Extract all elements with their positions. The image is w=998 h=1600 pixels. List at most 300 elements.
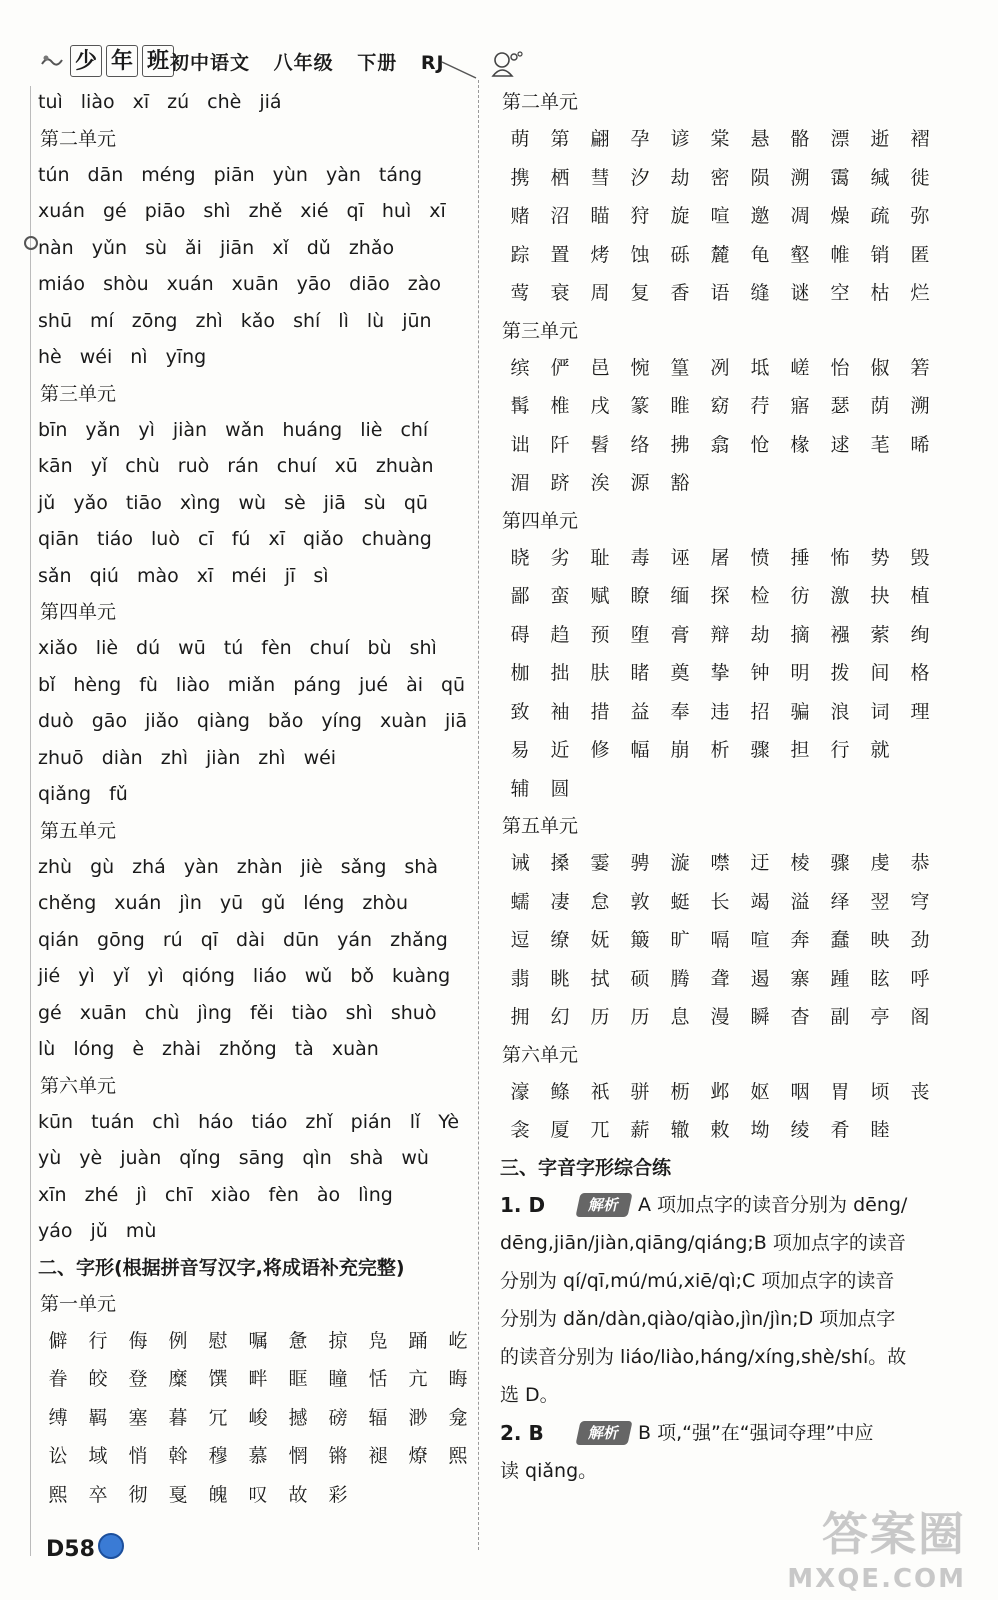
- hanzi: 湄: [510, 472, 530, 494]
- hanzi: 缤: [510, 356, 530, 379]
- left-pinyin-sections: [38, 121, 468, 1250]
- pinyin: bǎo: [267, 710, 304, 732]
- hanzi: 辐: [368, 1406, 388, 1429]
- pinyin: zhòu: [362, 892, 409, 914]
- watermark-en: MXQE.COM: [787, 1564, 966, 1594]
- hanzi: 拭: [590, 967, 610, 990]
- hanzi: 幻: [550, 1006, 570, 1028]
- pinyin: tú: [223, 637, 244, 659]
- pinyin: bù: [367, 637, 392, 659]
- page-header: [0, 0, 998, 80]
- pinyin: bǒ: [350, 965, 375, 987]
- pinyin: lù: [38, 1038, 56, 1060]
- hanzi: 浪: [830, 700, 850, 723]
- wave-icon: [40, 54, 66, 68]
- pinyin: jiá: [259, 91, 282, 113]
- hanzi: 疏: [870, 205, 890, 227]
- hanzi: 逝: [870, 128, 890, 150]
- page-number: [46, 1533, 124, 1562]
- hanzi: 狩: [630, 205, 650, 227]
- part3-title: 三、字音字形综合练: [500, 1156, 672, 1179]
- pinyin: xuán: [38, 200, 85, 222]
- edition-label: RJ: [420, 52, 445, 74]
- hanzi: 周: [590, 282, 610, 304]
- hanzi: 棠: [710, 128, 730, 150]
- pinyin: ǎi: [185, 236, 202, 259]
- logo-char-3: 班: [142, 45, 174, 77]
- hanzi: 长: [710, 890, 730, 913]
- hanzi: 骼: [790, 128, 810, 150]
- pinyin: zhù: [38, 855, 73, 878]
- pinyin: yǐ: [90, 455, 108, 477]
- book-info: [170, 48, 461, 75]
- hanzi-row: [500, 236, 940, 275]
- pinyin: jiā: [323, 491, 346, 514]
- hanzi: 骈: [630, 1080, 650, 1103]
- pinyin: ruò: [177, 455, 210, 477]
- pinyin: diàn: [101, 746, 143, 769]
- pinyin: zhì: [258, 746, 286, 769]
- pinyin: qiú: [89, 564, 119, 587]
- pinyin: xuán: [114, 892, 162, 914]
- hanzi: 诎: [510, 433, 530, 456]
- pinyin: chí: [400, 418, 429, 441]
- pinyin: qǐng: [179, 1147, 221, 1169]
- hanzi: 睹: [630, 662, 650, 684]
- hanzi: 肴: [830, 1119, 850, 1141]
- hanzi: 孕: [630, 128, 650, 150]
- answer-text: A 项加点字的读音分别为 dēng/: [638, 1193, 908, 1216]
- pinyin: zhuàn: [375, 455, 434, 477]
- pinyin: sāng: [238, 1147, 285, 1169]
- pinyin: liào: [80, 91, 115, 113]
- pinyin: wù: [238, 491, 267, 514]
- hanzi: 熙: [48, 1483, 68, 1506]
- hanzi: 缅: [670, 585, 690, 607]
- hanzi: 蠢: [830, 929, 850, 951]
- answer-line: [500, 1186, 940, 1224]
- answer-text: dēng,jiān/jiàn,qiāng/qiáng;B 项加点字的读音: [500, 1231, 906, 1254]
- hanzi-row: [38, 1360, 468, 1399]
- pinyin: zào: [407, 273, 442, 295]
- hanzi: 糜: [168, 1368, 188, 1390]
- pinyin: hèng: [73, 673, 122, 696]
- pinyin: qìn: [302, 1147, 332, 1169]
- pinyin: kuàng: [392, 965, 451, 987]
- pinyin: zōng: [131, 309, 178, 332]
- answer-text: 分别为 dǎn/dàn,qiào/qiào,jìn/jìn;D 项加点字: [500, 1307, 896, 1330]
- hanzi: 顷: [870, 1080, 890, 1103]
- pinyin: dài: [236, 928, 266, 951]
- pinyin: jǔ: [38, 491, 56, 514]
- pinyin: zhě: [248, 200, 283, 222]
- hanzi: 旷: [670, 929, 690, 951]
- hanzi: 冽: [710, 356, 730, 379]
- pinyin: zhǐ: [305, 1110, 333, 1133]
- unit-title: 第六单元: [40, 1074, 117, 1097]
- hanzi: 慕: [248, 1445, 268, 1467]
- hanzi: 跻: [550, 472, 570, 494]
- pinyin: duò: [38, 710, 74, 732]
- hanzi: 栖: [550, 166, 570, 189]
- hanzi: 拙: [550, 662, 570, 684]
- hanzi-row: [500, 539, 940, 578]
- hanzi-row: [500, 654, 940, 693]
- unit-title: 第二单元: [502, 91, 579, 113]
- hanzi: 卒: [88, 1483, 108, 1506]
- hanzi: 寤: [790, 395, 810, 417]
- hanzi: 莺: [510, 282, 530, 304]
- hanzi: 崩: [670, 739, 690, 761]
- hanzi: 赌: [510, 205, 530, 227]
- answer-text: 的读音分别为 liáo/liào,háng/xíng,shè/shí。故: [500, 1345, 907, 1368]
- pinyin: jué: [359, 673, 389, 696]
- unit-title: 第二单元: [40, 127, 117, 150]
- hanzi: 壑: [790, 243, 810, 266]
- hanzi: 凫: [368, 1329, 388, 1352]
- pinyin: xū: [334, 455, 358, 477]
- unit1-hanzi-grid: [38, 1322, 468, 1515]
- hanzi: 怡: [830, 356, 850, 379]
- hanzi: 燥: [830, 205, 850, 227]
- pinyin-line: [38, 885, 468, 922]
- pinyin: nì: [130, 346, 148, 368]
- hanzi: 硕: [630, 967, 650, 990]
- pinyin-line: [38, 776, 468, 813]
- hanzi: 近: [550, 739, 570, 761]
- answer-line: [500, 1452, 940, 1490]
- hanzi: 咽: [790, 1080, 810, 1103]
- hanzi: 彻: [128, 1483, 148, 1506]
- pinyin-line: [38, 630, 468, 667]
- pinyin: dūn: [283, 928, 320, 951]
- hanzi: 缭: [550, 929, 570, 951]
- unit-title: 第三单元: [502, 319, 579, 342]
- hanzi: 凄: [550, 890, 570, 913]
- hanzi-row: [500, 844, 940, 883]
- hanzi: 劫: [750, 623, 770, 646]
- hanzi: 呼: [910, 967, 930, 990]
- pinyin: yǎo: [73, 491, 108, 514]
- unit-title: 第五单元: [40, 819, 117, 842]
- hanzi: 兀: [590, 1119, 610, 1141]
- pinyin-line: [38, 303, 468, 340]
- pinyin: hè: [38, 346, 62, 368]
- hanzi: 邀: [750, 205, 770, 227]
- hanzi: 厦: [550, 1119, 570, 1141]
- pinyin: shà: [349, 1147, 384, 1169]
- pinyin-line: [38, 521, 468, 558]
- pinyin-line: [38, 558, 468, 595]
- pinyin: wéi: [303, 746, 337, 769]
- hanzi: 瞄: [590, 205, 610, 227]
- hanzi: 奉: [670, 700, 690, 723]
- pinyin: yū: [219, 892, 244, 914]
- pinyin: gé: [102, 200, 127, 222]
- pinyin: yè: [79, 1147, 103, 1169]
- hanzi: 易: [510, 739, 530, 761]
- pinyin: xī: [132, 91, 150, 113]
- hanzi: 行: [88, 1329, 108, 1352]
- hanzi: 词: [870, 700, 890, 723]
- pinyin: gōng: [97, 928, 145, 951]
- pinyin: jìng: [197, 1001, 232, 1024]
- pinyin: léng: [303, 892, 345, 914]
- hanzi: 蚀: [630, 243, 650, 266]
- pinyin: tiāo: [125, 491, 162, 514]
- pinyin-line: [38, 922, 468, 959]
- hanzi: 斡: [168, 1445, 188, 1467]
- hanzi: 搡: [550, 852, 570, 874]
- hanzi: 涘: [590, 472, 610, 494]
- logo-char-2: 年: [106, 45, 138, 77]
- character-doodle-icon: [490, 50, 524, 78]
- hanzi: 奠: [670, 662, 690, 684]
- pinyin: ài: [406, 673, 423, 696]
- hanzi: 溢: [790, 890, 810, 913]
- pinyin: fù: [139, 673, 158, 696]
- hanzi: 毒: [630, 546, 650, 569]
- binding-line: [30, 86, 31, 1556]
- pinyin: miǎn: [227, 673, 276, 696]
- pinyin: tún: [38, 163, 70, 186]
- hanzi: 复: [630, 282, 650, 304]
- hanzi: 坳: [750, 1119, 770, 1141]
- hanzi: 瞭: [630, 585, 650, 607]
- hanzi: 圆: [550, 777, 570, 800]
- pinyin: tuán: [91, 1110, 135, 1133]
- pinyin: tiào: [291, 1001, 328, 1024]
- pinyin-line: [38, 266, 468, 303]
- hanzi: 峻: [248, 1406, 268, 1429]
- pinyin: lóng: [73, 1038, 115, 1060]
- pinyin: fěi: [249, 1001, 274, 1024]
- hanzi: 拥: [510, 1006, 530, 1028]
- hanzi-row: [38, 1476, 468, 1515]
- hanzi-row: [500, 159, 940, 198]
- hanzi: 蠕: [510, 890, 530, 913]
- hanzi: 燎: [408, 1445, 428, 1467]
- hanzi: 析: [710, 739, 730, 761]
- pinyin-line: [38, 995, 468, 1032]
- answer-text: 选 D。: [500, 1383, 559, 1406]
- pinyin: xǐ: [272, 236, 289, 259]
- unit-title: 第四单元: [40, 601, 117, 623]
- hanzi: 喧: [710, 205, 730, 227]
- pinyin: shū: [38, 309, 72, 332]
- hanzi: 密: [710, 166, 730, 189]
- hanzi: 鲦: [550, 1080, 570, 1103]
- hanzi: 溯: [790, 166, 810, 189]
- hanzi: 磅: [328, 1406, 348, 1429]
- pinyin: xiǎo: [38, 637, 78, 659]
- pinyin: huì: [381, 200, 412, 222]
- hanzi: 襁: [830, 623, 850, 646]
- pinyin: yì: [138, 418, 155, 441]
- pinyin: xī: [429, 200, 446, 222]
- pinyin: jǔ: [90, 1220, 108, 1242]
- pinyin-line: [38, 157, 468, 194]
- hanzi: 赋: [590, 585, 610, 607]
- pinyin: dǔ: [306, 236, 331, 259]
- pinyin: tiáo: [251, 1110, 288, 1133]
- logo-char-1: 少: [70, 45, 102, 77]
- volume-label: 下册: [357, 52, 398, 74]
- left-column: [38, 84, 468, 1514]
- hanzi: 萦: [870, 623, 890, 646]
- answer-line: [500, 1262, 940, 1300]
- hanzi: 明: [790, 662, 810, 684]
- answer-line: [500, 1338, 940, 1376]
- right-column: [500, 84, 940, 1490]
- hanzi: 阁: [910, 1006, 930, 1028]
- hanzi: 挚: [710, 662, 730, 684]
- pinyin: qiǎo: [302, 528, 344, 550]
- hanzi-row: [500, 387, 940, 426]
- hanzi: 逗: [510, 929, 530, 951]
- pinyin: zhì: [195, 309, 223, 332]
- pinyin: shuò: [390, 1001, 437, 1024]
- hanzi: 肤: [590, 662, 610, 684]
- binding-ring-icon: [24, 236, 38, 250]
- hanzi: 熙: [448, 1445, 468, 1467]
- hanzi: 叹: [248, 1483, 268, 1506]
- hanzi: 携: [510, 166, 530, 189]
- hanzi: 晦: [448, 1368, 468, 1390]
- pinyin: jūn: [402, 309, 432, 332]
- hanzi: 荫: [870, 395, 890, 417]
- hanzi-row: [500, 883, 940, 922]
- hanzi: 龛: [448, 1406, 468, 1429]
- hanzi: 翌: [870, 890, 890, 913]
- hanzi: 违: [710, 700, 730, 723]
- pinyin: juàn: [120, 1147, 162, 1169]
- pinyin: zhuō: [38, 746, 84, 769]
- hanzi: 喧: [750, 929, 770, 951]
- hanzi: 亢: [408, 1368, 428, 1390]
- hanzi: 格: [910, 662, 930, 684]
- hanzi: 嵯: [790, 356, 810, 379]
- hanzi: 络: [630, 433, 650, 456]
- pinyin: sè: [284, 491, 306, 514]
- hanzi: 激: [830, 585, 850, 607]
- pinyin: qū: [403, 491, 428, 514]
- pinyin: zhá: [132, 855, 166, 878]
- hanzi: 穹: [910, 890, 930, 913]
- pinyin: sì: [313, 564, 329, 587]
- hanzi: 漩: [670, 852, 690, 874]
- pinyin: wū: [178, 637, 206, 659]
- pinyin: yáo: [38, 1220, 73, 1242]
- hanzi: 踪: [510, 243, 530, 266]
- pinyin: liè: [95, 637, 119, 659]
- pinyin-line: [38, 84, 468, 121]
- pinyin-line: [38, 1213, 468, 1250]
- hanzi: 骗: [790, 700, 810, 723]
- pinyin: xuán: [166, 273, 214, 295]
- hanzi-row: [500, 274, 940, 313]
- hanzi: 彗: [590, 166, 610, 189]
- pinyin: huáng: [282, 418, 343, 441]
- hanzi: 瞬: [750, 1006, 770, 1028]
- hanzi: 箬: [910, 356, 930, 379]
- answers-list: [500, 1186, 940, 1490]
- pinyin: méng: [141, 163, 196, 186]
- hanzi: 迂: [750, 852, 770, 874]
- hanzi: 彷: [790, 585, 810, 607]
- hanzi: 旋: [670, 205, 690, 227]
- pinyin: mù: [125, 1220, 157, 1242]
- hanzi: 堕: [630, 623, 650, 646]
- pinyin: shì: [345, 1001, 373, 1024]
- subject-label: 初中语文: [170, 52, 251, 74]
- hanzi: 恬: [368, 1368, 388, 1390]
- answer-line: [500, 1376, 940, 1414]
- pinyin: yì: [147, 965, 164, 987]
- hanzi: 诫: [510, 852, 530, 874]
- pinyin: chù: [144, 1001, 180, 1024]
- hanzi: 历: [590, 1006, 610, 1028]
- hanzi-row: [500, 960, 940, 999]
- hanzi: 理: [910, 700, 930, 723]
- hanzi-row: [500, 1111, 940, 1150]
- hanzi: 骋: [630, 852, 650, 874]
- hanzi: 霎: [590, 852, 610, 874]
- hanzi: 骤: [830, 852, 850, 874]
- hanzi: 恭: [910, 852, 930, 874]
- hanzi: 弥: [910, 205, 930, 227]
- right-hanzi-units: [500, 84, 940, 1150]
- pinyin: chuí: [276, 455, 317, 477]
- hanzi: 侮: [128, 1329, 148, 1352]
- hanzi: 彩: [328, 1483, 348, 1506]
- pinyin-line: [38, 740, 468, 777]
- pinyin: qióng: [181, 965, 235, 987]
- pinyin: lìng: [358, 1183, 393, 1206]
- hanzi: 髫: [590, 433, 610, 456]
- analysis-tag: 解析: [575, 1421, 632, 1445]
- hanzi: 历: [630, 1006, 650, 1028]
- hanzi: 枷: [510, 662, 530, 684]
- hanzi: 穆: [208, 1445, 228, 1467]
- hanzi: 眶: [288, 1368, 308, 1390]
- hanzi-row: [500, 1073, 940, 1112]
- hanzi: 魄: [208, 1483, 228, 1506]
- answer-line: [500, 1300, 940, 1338]
- pinyin: zhé: [84, 1183, 119, 1206]
- hanzi: 绎: [830, 890, 850, 913]
- pinyin: xī: [196, 564, 214, 587]
- hanzi: 簸: [630, 929, 650, 951]
- pinyin: piāo: [144, 200, 186, 222]
- hanzi: 翩: [590, 128, 610, 150]
- hanzi: 烤: [590, 243, 610, 266]
- pinyin: yàn: [325, 163, 361, 186]
- pinyin-line: [38, 1140, 468, 1177]
- pinyin: yíng: [321, 710, 362, 732]
- hanzi-row: [38, 1437, 468, 1476]
- hanzi: 撼: [288, 1406, 308, 1429]
- answer-number: 2. B: [500, 1420, 544, 1445]
- pinyin: sǎn: [38, 564, 72, 587]
- hanzi: 丧: [910, 1080, 930, 1103]
- pinyin: shì: [409, 637, 437, 659]
- pinyin: bǐ: [38, 673, 56, 696]
- pinyin: zhì: [160, 746, 189, 769]
- hanzi: 芼: [870, 433, 890, 456]
- hanzi: 衾: [510, 1119, 530, 1141]
- pinyin: dú: [136, 637, 161, 659]
